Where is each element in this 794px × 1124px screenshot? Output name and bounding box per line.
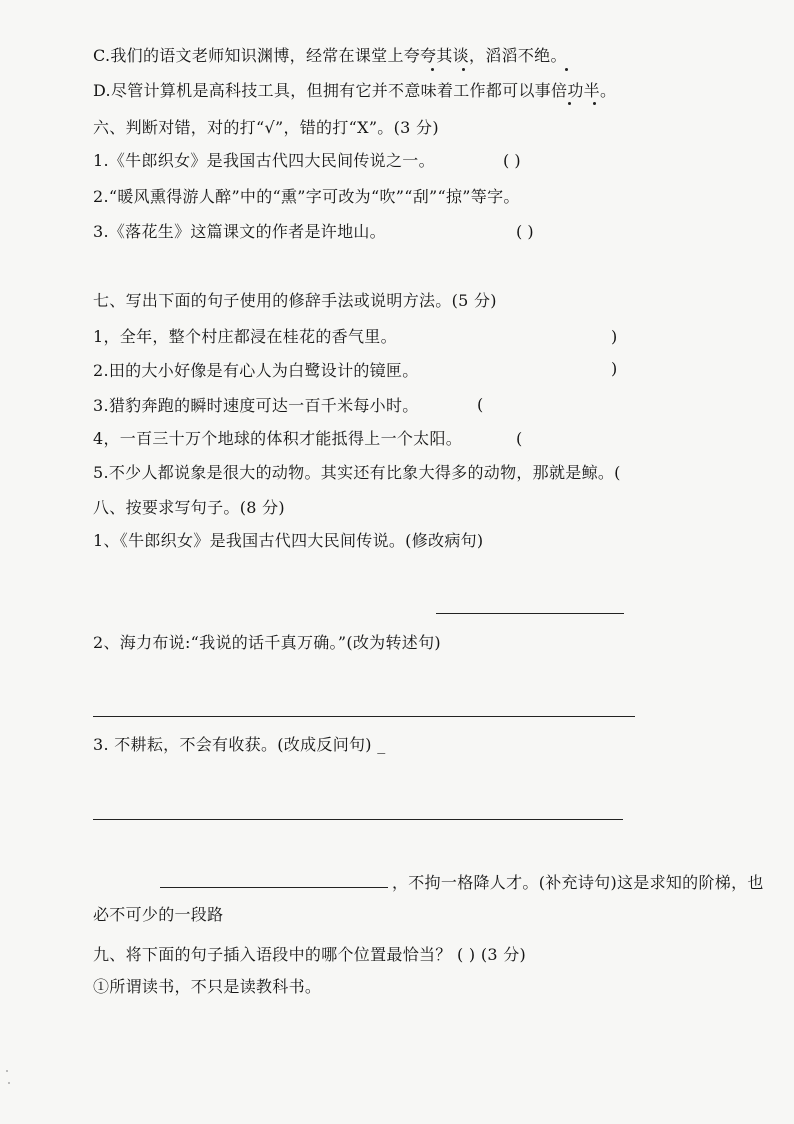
answer-paren: (: [516, 429, 523, 448]
rhetoric-item-3: 3.猎豹奔跑的瞬时速度可达一百千米每小时。: [93, 396, 419, 415]
rhetoric-item-1: 1，全年，整个村庄都浸在桂花的香气里。: [93, 327, 397, 346]
scan-speck: [6, 1070, 8, 1072]
emphasis-dot: [431, 68, 434, 71]
judge-item-1: 1.《牛郎织女》是我国古代四大民间传说之一。: [93, 151, 435, 170]
rhetoric-item-5: 5.不少人都说象是很大的动物。其实还有比象大得多的动物，那就是鲸。(: [93, 463, 621, 482]
rewrite-q2: 2、海力布说:“我说的话千真万确。”(改为转述句): [93, 633, 441, 652]
section8-heading: 八、按要求写句子。(8 分): [93, 498, 285, 517]
rewrite-q4-text: ，不拘一格降人才。(补充诗句)这是求知的阶梯，也: [392, 873, 764, 892]
answer-paren: ( ): [503, 151, 521, 170]
emphasis-dot: [462, 68, 465, 71]
answer-line[interactable]: [436, 613, 624, 614]
rhetoric-item-2: 2.田的大小好像是有心人为白鹭设计的镜匣。: [93, 361, 419, 380]
answer-line[interactable]: [93, 819, 623, 820]
emphasis-dot: [565, 68, 568, 71]
scan-speck: [8, 1082, 10, 1084]
emphasis-dot: [593, 102, 596, 105]
section7-heading: 七、写出下面的句子使用的修辞手法或说明方法。(5 分): [93, 291, 497, 310]
emphasis-dot: [568, 102, 571, 105]
section6-heading: 六、判断对错，对的打“√”，错的打“X”。(3 分): [93, 118, 439, 137]
rhetoric-item-4: 4，一百三十万个地球的体积才能抵得上一个太阳。: [93, 429, 463, 448]
answer-line[interactable]: [93, 716, 635, 717]
answer-paren: ): [611, 359, 618, 378]
rewrite-q1: 1、《牛郎织女》是我国古代四大民间传说。(修改病句): [93, 531, 484, 550]
insert-sentence-1: ①所谓读书，不只是读教科书。: [93, 977, 322, 996]
judge-item-2: 2.“暖风熏得游人醉”中的“熏”字可改为“吹”“刮”“掠”等字。: [93, 187, 520, 206]
section9-heading: 九、将下面的句子插入语段中的哪个位置最恰当？ ( ) (3 分): [93, 945, 527, 964]
rewrite-q4-continuation: 必不可少的一段路: [93, 905, 224, 924]
judge-item-3: 3.《落花生》这篇课文的作者是许地山。: [93, 222, 386, 241]
answer-paren: (: [477, 395, 484, 414]
rewrite-q3: 3. 不耕耘，不会有收获。(改成反问句) _: [93, 735, 386, 754]
answer-paren: ): [611, 327, 618, 346]
option-d: D.尽管计算机是高科技工具，但拥有它并不意味着工作都可以事倍功半。: [93, 81, 617, 100]
option-c: C.我们的语文老师知识渊博，经常在课堂上夸夸其谈，滔滔不绝。: [93, 46, 567, 65]
answer-paren: ( ): [516, 222, 534, 241]
answer-line[interactable]: [160, 887, 388, 888]
